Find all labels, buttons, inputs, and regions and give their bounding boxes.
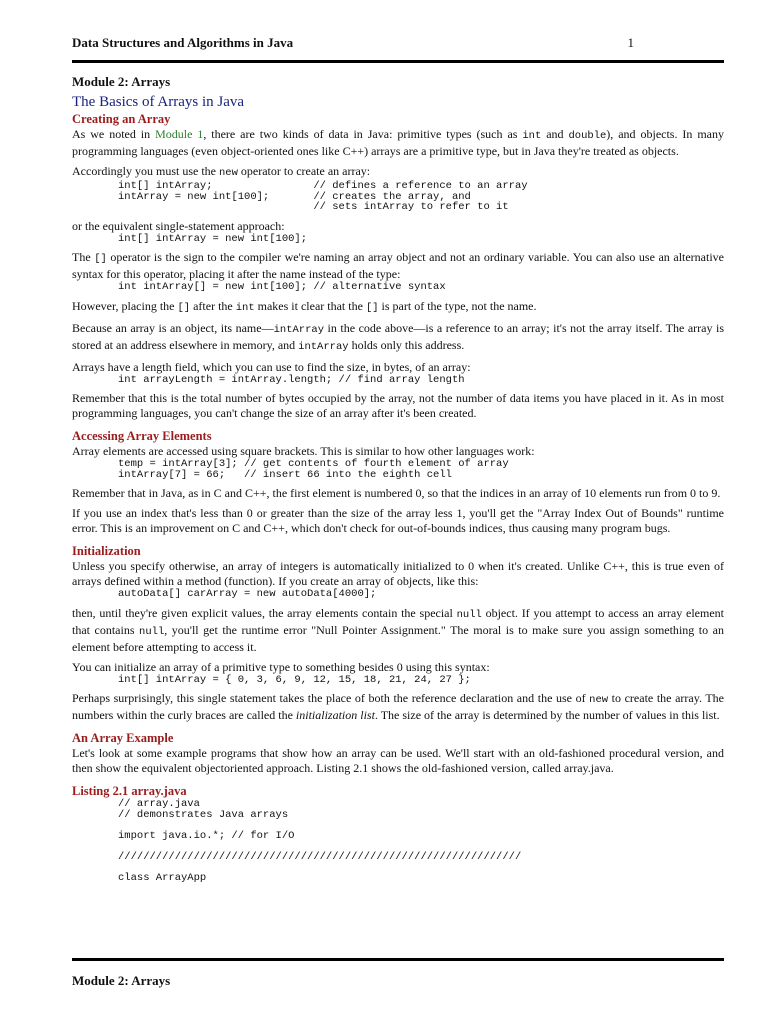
section-heading-accessing: Accessing Array Elements	[72, 429, 212, 443]
page-content	[72, 74, 724, 889]
page-header	[72, 35, 724, 51]
main-title: The Basics of Arrays in Java	[72, 94, 245, 110]
paragraph: Let's look at some example programs that show how an array can be used. We'll start with an old-fashioned procedural version, and then show the equivalent objectoriented approach. Listing 2.1 shows the old-fashioned version, called array.java.	[72, 746, 724, 775]
code-block: int[] intArray; // defines a reference to an array intArray = new int[100]; // creates the array, and // sets intArray to refer to it	[118, 180, 528, 213]
paragraph: Because an array is an object, its name—intArray in the code above—is a reference to an array; it's not the array itself. The array is stored at an address elsewhere in memory, and intArray holds only this address.	[72, 320, 724, 353]
page-footer: Module 2: Arrays	[72, 973, 171, 988]
paragraph: Array elements are accessed using square brackets. This is similar to how other languages work:	[72, 444, 535, 458]
code-listing: // array.java // demonstrates Java arrays import java.io.*; // for I/O //////////////////////////////////////////////////////////////// class ArrayApp	[118, 798, 522, 884]
listing-heading: Listing 2.1 array.java	[72, 784, 187, 798]
paragraph: Arrays have a length field, which you can use to find the size, in bytes, of an array:	[72, 359, 471, 374]
code-block: int arrayLength = intArray.length; // find array length	[118, 373, 465, 386]
paragraph: The [] operator is the sign to the compiler we're naming an array object and not an ordinary variable. You can also use an alternative syntax for this operator, placing it after the name instead of the type:	[72, 250, 725, 281]
code-block: int[] intArray = new int[100];	[118, 232, 308, 245]
code-block: autoData[] carArray = new autoData[4000];	[118, 588, 377, 600]
paragraph: Unless you specify otherwise, an array of integers is automatically initialized to 0 when it's created. Unlike C++, this is true even of arrays defined within a method (function). If you create an array of objects, like this:	[72, 559, 724, 588]
paragraph: then, until they're given explicit values, the array elements contain the special null object. If you attempt to access an array element that contains null, you'll get the runtime error "Null Pointer Assignment." The moral is to make sure you assign something to an element before attempting to access it.	[72, 605, 724, 654]
paragraph: You can initialize an array of a primitive type to something besides 0 using this syntax:	[72, 659, 490, 674]
module1-link[interactable]: Module 1	[155, 127, 204, 141]
section-heading-creating: Creating an Array	[72, 112, 171, 126]
paragraph: Accordingly you must use the new operator to create an array:	[72, 164, 371, 179]
code-block: temp = intArray[3]; // get contents of fourth element of array intArray[7] = 66; // insert 66 into the eighth cell	[118, 458, 509, 481]
footer-rule	[72, 958, 724, 961]
section-heading-example: An Array Example	[72, 731, 174, 745]
code-block: int[] intArray = { 0, 3, 6, 9, 12, 15, 18, 21, 24, 27 };	[118, 673, 471, 686]
paragraph: If you use an index that's less than 0 or greater than the size of the array less 1, you'll get the "Array Index Out of Bounds" runtime error. This is an improvement on C and C++, which don't check for out-of-bounds indices, thus causing many program bugs.	[72, 506, 724, 535]
paragraph: or the equivalent single-statement approach:	[72, 218, 285, 233]
code-block: int intArray[] = new int[100]; // alternative syntax	[118, 281, 446, 293]
paragraph: Remember that this is the total number of bytes occupied by the array, not the number of data items you have placed in it. As in most programming languages, you can't change the size of an array after it's been created.	[72, 391, 724, 420]
section-heading-initialization: Initialization	[72, 544, 141, 558]
header-rule	[72, 60, 724, 63]
paragraph: As we noted in Module 1, there are two kinds of data in Java: primitive types (such as int and double), and objects. In many programming languages (even object-oriented ones like C++) arrays are a primitive type, but in Java they're treated as objects.	[72, 127, 724, 158]
paragraph: Remember that in Java, as in C and C++, the first element is numbered 0, so that the indices in an array of 10 elements run from 0 to 9.	[72, 486, 721, 500]
page-number: 1	[627, 35, 634, 50]
header-title: Data Structures and Algorithms in Java	[72, 35, 294, 50]
paragraph: Perhaps surprisingly, this single statement takes the place of both the reference declaration and the use of new to create the array. The numbers within the curly braces are called the initialization list. The size of the array is determined by the number of values in this list.	[72, 691, 724, 722]
paragraph: However, placing the [] after the int makes it clear that the [] is part of the type, not the name.	[72, 298, 537, 314]
module-title: Module 2: Arrays	[72, 74, 171, 89]
